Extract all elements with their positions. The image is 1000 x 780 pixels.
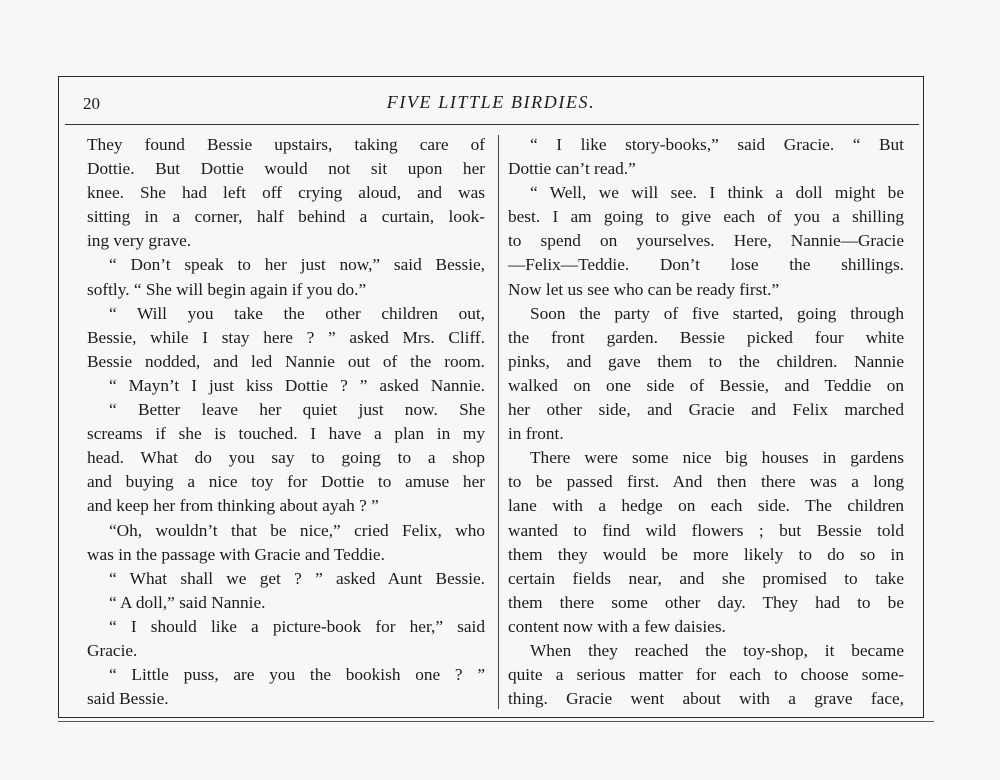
text-line: quite a serious matter for each to choose some- (508, 665, 904, 685)
text-line: “ I should like a picture-book for her,” said (109, 616, 485, 636)
page-frame (58, 76, 924, 718)
text-line: thing. Gracie went about with a grave face, (508, 689, 904, 709)
text-line: to be passed first. And then there was a long (508, 472, 904, 492)
text-line: softly. “ She will begin again if you do.” (87, 279, 367, 299)
text-line: Now let us see who can be ready first.” (508, 279, 780, 299)
text-line: “ I like story-books,” said Gracie. “ But (530, 135, 904, 154)
text-line: to spend on yourselves. Here, Nannie—Gracie (508, 231, 904, 251)
left-column (87, 133, 485, 711)
text-line: her other side, and Gracie and Felix marched (508, 400, 904, 420)
header-rule (65, 124, 919, 125)
text-line: pinks, and gave them to the children. Nannie (508, 351, 904, 371)
text-line: “ Mayn’t I just kiss Dottie ? ” asked Nannie. (109, 375, 485, 395)
text-line: in front. (508, 424, 564, 444)
text-line: “ Don’t speak to her just now,” said Bessie, (109, 255, 485, 275)
text-line: “ A doll,” said Nannie. (109, 592, 266, 612)
text-line: lane with a hedge on each side. The children (508, 496, 904, 516)
text-line: walked on one side of Bessie, and Teddie on (508, 375, 904, 395)
text-line: head. What do you say to going to a shop (87, 448, 485, 468)
text-line: sitting in a corner, half behind a curtain, look- (87, 207, 485, 227)
page-number: 20 (83, 94, 100, 113)
text-line: “ Will you take the other children out, (109, 303, 485, 323)
text-line: certain fields near, and she promised to take (508, 568, 904, 588)
text-line: them they would be more likely to do so in (508, 544, 904, 564)
text-line: “ Better leave her quiet just now. She (109, 400, 485, 420)
column-divider (498, 135, 499, 709)
text-line: “ Well, we will see. I think a doll might be (530, 183, 904, 203)
text-line: content now with a few daisies. (508, 616, 726, 636)
text-line: best. I am going to give each of you a shilling (508, 207, 904, 227)
text-line: “Oh, wouldn’t that be nice,” cried Felix, who (109, 520, 485, 540)
text-line: Gracie. (87, 640, 138, 660)
text-line: They found Bessie upstairs, taking care of (87, 135, 485, 154)
text-line: knee. She had left off crying aloud, and was (87, 183, 485, 203)
text-line: was in the passage with Gracie and Teddie. (87, 544, 385, 564)
text-line: “ Little puss, are you the bookish one ? ” (109, 665, 485, 685)
text-line: and buying a nice toy for Dottie to amuse her (87, 472, 485, 492)
page-header (59, 77, 923, 125)
bottom-rule (58, 721, 934, 722)
text-line: When they reached the toy-shop, it became (530, 640, 904, 660)
text-line: Dottie. But Dottie would not sit upon her (87, 159, 485, 179)
text-line: them there some other day. They had to be (508, 592, 904, 612)
text-line: Bessie nodded, and led Nannie out of the room. (87, 351, 485, 371)
text-line: Dottie can’t read.” (508, 159, 636, 179)
text-line: said Bessie. (87, 689, 169, 709)
text-line: wanted to find wild flowers ; but Bessie told (508, 520, 904, 540)
text-line: and keep her from thinking about ayah ? ” (87, 496, 379, 516)
text-line: “ What shall we get ? ” asked Aunt Bessie. (109, 568, 485, 588)
right-column (508, 133, 904, 711)
text-line: There were some nice big houses in gardens (530, 448, 904, 468)
text-line: Soon the party of five started, going through (530, 303, 904, 323)
running-title: FIVE LITTLE BIRDIES. (386, 92, 596, 112)
text-line: screams if she is touched. I have a plan in my (87, 424, 485, 444)
text-line: Bessie, while I stay here ? ” asked Mrs. Cliff. (87, 327, 485, 347)
text-line: ing very grave. (87, 231, 192, 251)
text-line: the front garden. Bessie picked four white (508, 327, 904, 347)
text-line: —Felix—Teddie. Don’t lose the shillings. (508, 255, 904, 275)
